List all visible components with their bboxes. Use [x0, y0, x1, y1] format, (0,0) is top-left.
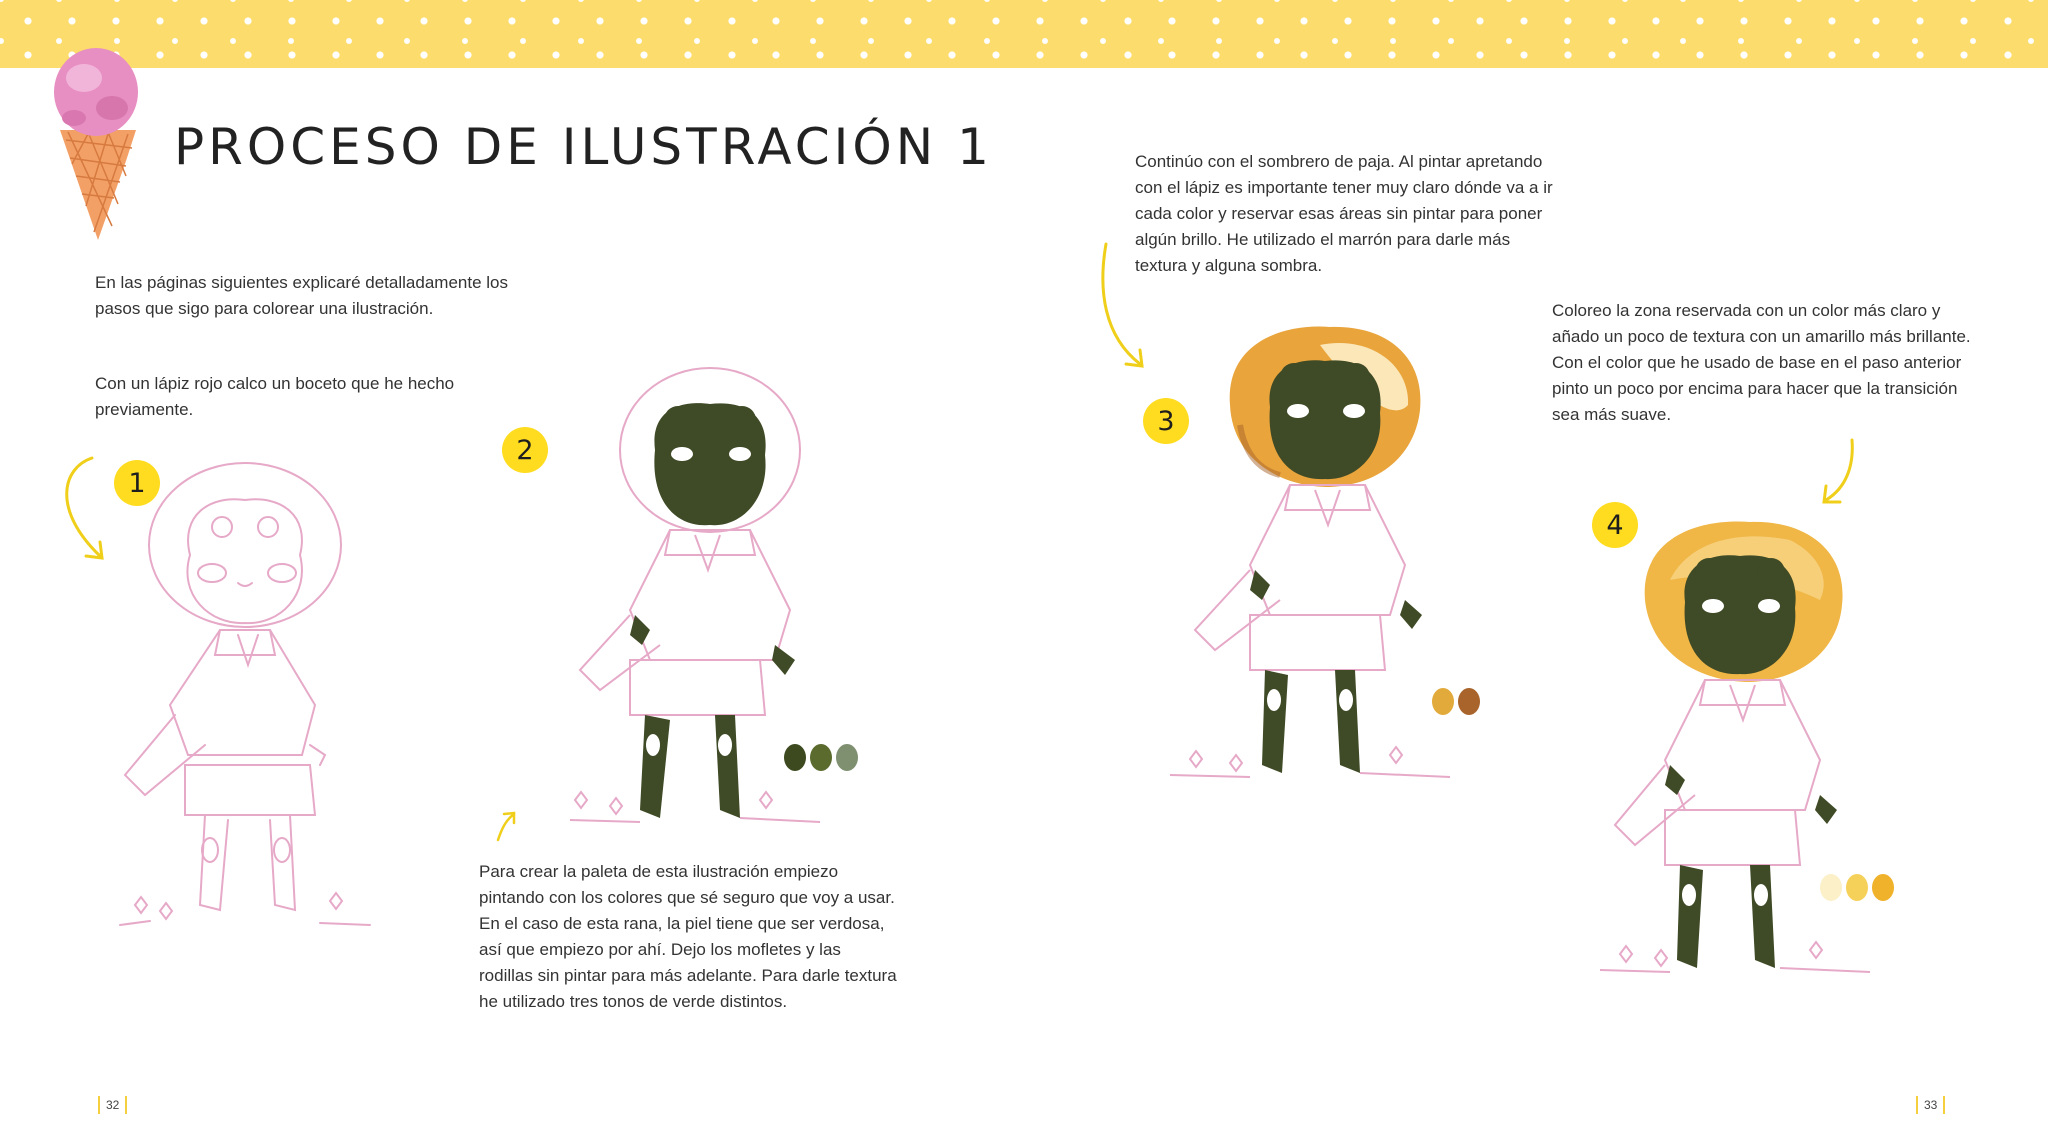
step-3-paragraph: Continúo con el sombrero de paja. Al pintar apretando con el lápiz es importante tener muy claro dónde va a ir cada color y reservar esas áreas sin pintar para poner algún brillo. He utilizado el marrón para darle más textura y alguna sombra.	[1135, 152, 1553, 275]
frog-sketch-illustration	[110, 455, 390, 945]
frog-hat-illustration	[1170, 315, 1470, 795]
color-swatch	[1432, 688, 1454, 715]
step-1-badge: 1	[114, 460, 160, 506]
palette-step-3	[1432, 688, 1480, 715]
curved-arrow-icon	[1096, 240, 1146, 370]
page-number-left: 32	[98, 1096, 127, 1114]
step-3-badge: 3	[1143, 398, 1189, 444]
frog-final-illustration	[1600, 510, 1900, 990]
curved-arrow-icon	[52, 452, 112, 562]
palette-step-2	[784, 744, 858, 771]
step-4-badge: 4	[1592, 502, 1638, 548]
color-swatch	[836, 744, 858, 771]
page-title: PROCESO DE ILUSTRACIÓN 1	[174, 118, 993, 176]
palette-step-4	[1820, 874, 1894, 901]
step-2-badge: 2	[502, 427, 548, 473]
ice-cream-cone-icon	[48, 36, 148, 242]
step-2-paragraph: Para crear la paleta de esta ilustración empiezo pintando con los colores que sé seguro que voy a usar. En el caso de esta rana, la piel tiene que ser verdosa, así que empiezo por ahí. Dejo los mofletes y las rodillas sin pintar para más adelante. Para darle textura he utilizado tres tonos de verde distintos.	[479, 862, 897, 1011]
color-swatch	[1458, 688, 1480, 715]
color-swatch	[784, 744, 806, 771]
page-number-right: 33	[1916, 1096, 1945, 1114]
color-swatch	[1846, 874, 1868, 901]
step-4-paragraph: Coloreo la zona reservada con un color más claro y añado un poco de textura con un amarillo más brillante. Con el color que he usado de base en el paso anterior pinto un poco por encima para hacer que la transición sea más suave.	[1552, 301, 1971, 424]
color-swatch	[1820, 874, 1842, 901]
step-1-paragraph: Con un lápiz rojo calco un boceto que he hecho previamente.	[95, 374, 455, 419]
dotted-header-band	[0, 0, 2048, 68]
intro-paragraph: En las páginas siguientes explicaré detalladamente los pasos que sigo para colorear una ilustración.	[95, 273, 508, 318]
color-swatch	[810, 744, 832, 771]
curved-arrow-icon	[494, 808, 520, 844]
color-swatch	[1872, 874, 1894, 901]
curved-arrow-icon	[1818, 436, 1858, 506]
